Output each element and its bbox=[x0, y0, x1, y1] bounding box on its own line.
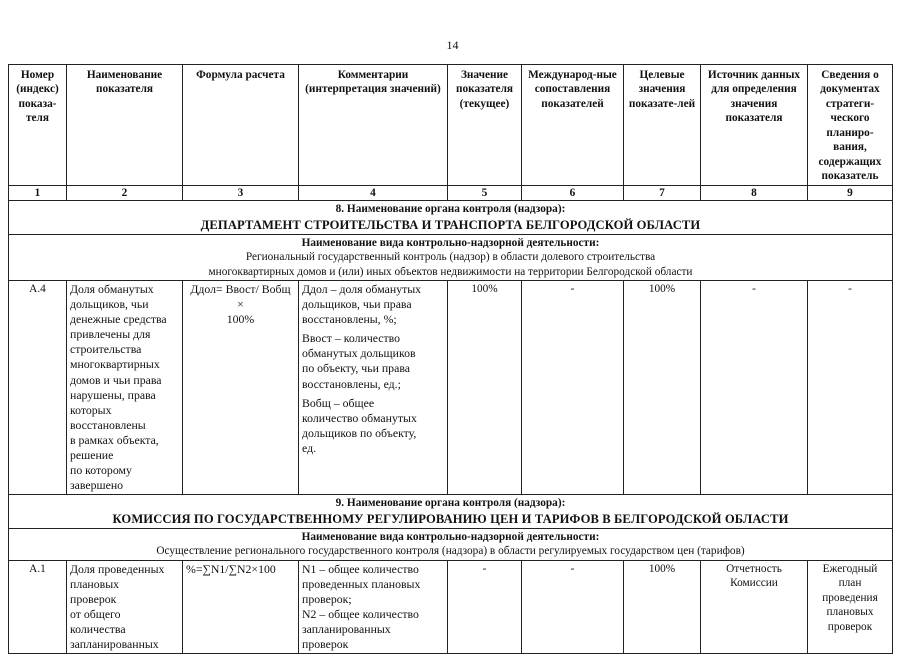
current-value: - bbox=[448, 560, 522, 654]
text-line: Отчетность bbox=[726, 562, 782, 575]
text-line: нарушены, права bbox=[70, 387, 156, 402]
text-line: Доля обманутых bbox=[70, 282, 154, 296]
activity-text: Осуществление регионального государственного контроля (надзора) в области регулируемых государством цен (тарифов) bbox=[156, 545, 745, 558]
text-line: обманутых дольщиков bbox=[302, 346, 416, 361]
formula-line: 100% bbox=[226, 312, 255, 327]
text-line: N2 – общее количество bbox=[302, 607, 419, 622]
header-cell-formula: Формула расчета bbox=[183, 65, 299, 186]
text-line: плановых bbox=[826, 606, 874, 619]
text-line: запланированных bbox=[70, 637, 159, 652]
column-number: 4 bbox=[299, 185, 448, 200]
column-number: 5 bbox=[448, 185, 522, 200]
formula-line: Ддол= Ввост/ Вобщ × bbox=[190, 282, 291, 312]
indicator-index: А.1 bbox=[9, 560, 67, 654]
header-cell-current-value: Значение показателя (текущее) bbox=[448, 65, 522, 186]
activity-title: Наименование вида контрольно-надзорной деятельности: bbox=[301, 530, 600, 543]
text-line: которых bbox=[70, 402, 112, 417]
text-line: плановых bbox=[70, 576, 120, 591]
table-row bbox=[9, 281, 893, 495]
text-line: Доля проведенных bbox=[70, 561, 165, 576]
text-line: по которому bbox=[70, 463, 132, 478]
section-title: 8. Наименование органа контроля (надзора): bbox=[335, 203, 566, 216]
text-line: Ежегодный bbox=[822, 562, 878, 575]
header-cell-index: Номер (индекс) показа-теля bbox=[9, 65, 67, 186]
text-line: Вобщ – общее bbox=[302, 395, 375, 410]
control-organ-name: ДЕПАРТАМЕНТ СТРОИТЕЛЬСТВА И ТРАНСПОРТА БЕЛГОРОДСКОЙ ОБЛАСТИ bbox=[200, 217, 701, 232]
text-line: строительства bbox=[70, 342, 142, 357]
text-line: многоквартирных bbox=[70, 357, 160, 372]
column-number: 1 bbox=[9, 185, 67, 200]
column-number: 8 bbox=[701, 185, 808, 200]
data-source: - bbox=[701, 281, 808, 495]
text-line: в рамках объекта, bbox=[70, 432, 159, 447]
text-line: проверок bbox=[70, 591, 117, 606]
text-line: денежные средства bbox=[70, 312, 167, 327]
international-comparison: - bbox=[522, 560, 624, 654]
comment-paragraph bbox=[302, 331, 444, 391]
indicator-name bbox=[67, 281, 183, 495]
table-header-row bbox=[9, 65, 893, 186]
target-value: 100% bbox=[624, 560, 701, 654]
text-line: Ввост – количество bbox=[302, 331, 401, 346]
text-line: дольщиков, чьи bbox=[70, 297, 149, 312]
activity-title: Наименование вида контрольно-надзорной деятельности: bbox=[301, 236, 600, 249]
strategic-documents: - bbox=[808, 281, 893, 495]
text-line: количества bbox=[70, 622, 126, 637]
text-line: дольщиков, чьи права bbox=[302, 297, 412, 312]
header-cell-documents: Сведения о документах стратеги-ческого планиро-вания, содержащих показатель bbox=[808, 65, 893, 186]
header-cell-international: Международ-ные сопоставления показателей bbox=[522, 65, 624, 186]
international-comparison: - bbox=[522, 281, 624, 495]
section-title: 9. Наименование органа контроля (надзора): bbox=[335, 497, 566, 510]
text-line: Ддол – доля обманутых bbox=[302, 282, 422, 296]
text-line: дольщиков по объекту, bbox=[302, 425, 417, 440]
target-value: 100% bbox=[624, 281, 701, 495]
header-cell-name: Наименование показателя bbox=[67, 65, 183, 186]
column-numbers-row bbox=[9, 185, 893, 200]
text-line: количество обманутых bbox=[302, 410, 417, 425]
text-line: проверок bbox=[302, 637, 349, 652]
text-line: запланированных bbox=[302, 622, 391, 637]
text-line: проведенных плановых bbox=[302, 576, 421, 591]
text-line: ед. bbox=[302, 440, 317, 455]
text-line: привлечены для bbox=[70, 327, 151, 342]
text-line: проведения bbox=[822, 591, 878, 604]
page-number: 14 bbox=[446, 38, 459, 52]
activity-row bbox=[9, 234, 893, 280]
text-line: N1 – общее количество bbox=[302, 561, 419, 576]
comment-paragraph bbox=[302, 396, 444, 456]
activity-row bbox=[9, 528, 893, 560]
text-line: проверок bbox=[827, 620, 873, 633]
text-line: Комиссии bbox=[730, 577, 778, 590]
indicator-index: А.4 bbox=[9, 281, 67, 495]
indicators-table bbox=[8, 64, 893, 654]
text-line: завершено bbox=[70, 478, 124, 493]
activity-text: многоквартирных домов и (или) иных объектов недвижимости на территории Белгородской области bbox=[208, 265, 693, 278]
column-number: 3 bbox=[183, 185, 299, 200]
header-cell-source: Источник данных для определения значения показателя bbox=[701, 65, 808, 186]
text-line: по объекту, чьи права bbox=[302, 361, 410, 376]
indicator-comments bbox=[299, 281, 448, 495]
activity-text: Региональный государственный контроль (надзор) в области долевого строительства bbox=[245, 251, 656, 264]
section-header-row bbox=[9, 495, 893, 529]
column-number: 9 bbox=[808, 185, 893, 200]
text-line: решение bbox=[70, 448, 114, 463]
control-organ-name: КОМИССИЯ ПО ГОСУДАРСТВЕННОМУ РЕГУЛИРОВАНИЮ ЦЕН И ТАРИФОВ В БЕЛГОРОДСКОЙ ОБЛАСТИ bbox=[112, 511, 789, 526]
text-line: домов и чьи права bbox=[70, 372, 162, 387]
text-line: восстановлены bbox=[70, 417, 146, 432]
indicator-formula bbox=[183, 281, 299, 495]
header-cell-comments: Комментарии (интерпретация значений) bbox=[299, 65, 448, 186]
section-header-row bbox=[9, 201, 893, 235]
comment-paragraph bbox=[302, 282, 444, 327]
formula-line: %=∑N1/∑N2×100 bbox=[186, 561, 276, 576]
text-line: восстановлены, %; bbox=[302, 312, 397, 327]
column-number: 6 bbox=[522, 185, 624, 200]
current-value: 100% bbox=[448, 281, 522, 495]
header-cell-target: Целевые значения показате-лей bbox=[624, 65, 701, 186]
text-line: восстановлены, ед.; bbox=[302, 376, 401, 391]
text-line: проверок; bbox=[302, 591, 352, 606]
column-number: 7 bbox=[624, 185, 701, 200]
column-number: 2 bbox=[67, 185, 183, 200]
text-line: план bbox=[838, 577, 862, 590]
text-line: от общего bbox=[70, 607, 121, 622]
